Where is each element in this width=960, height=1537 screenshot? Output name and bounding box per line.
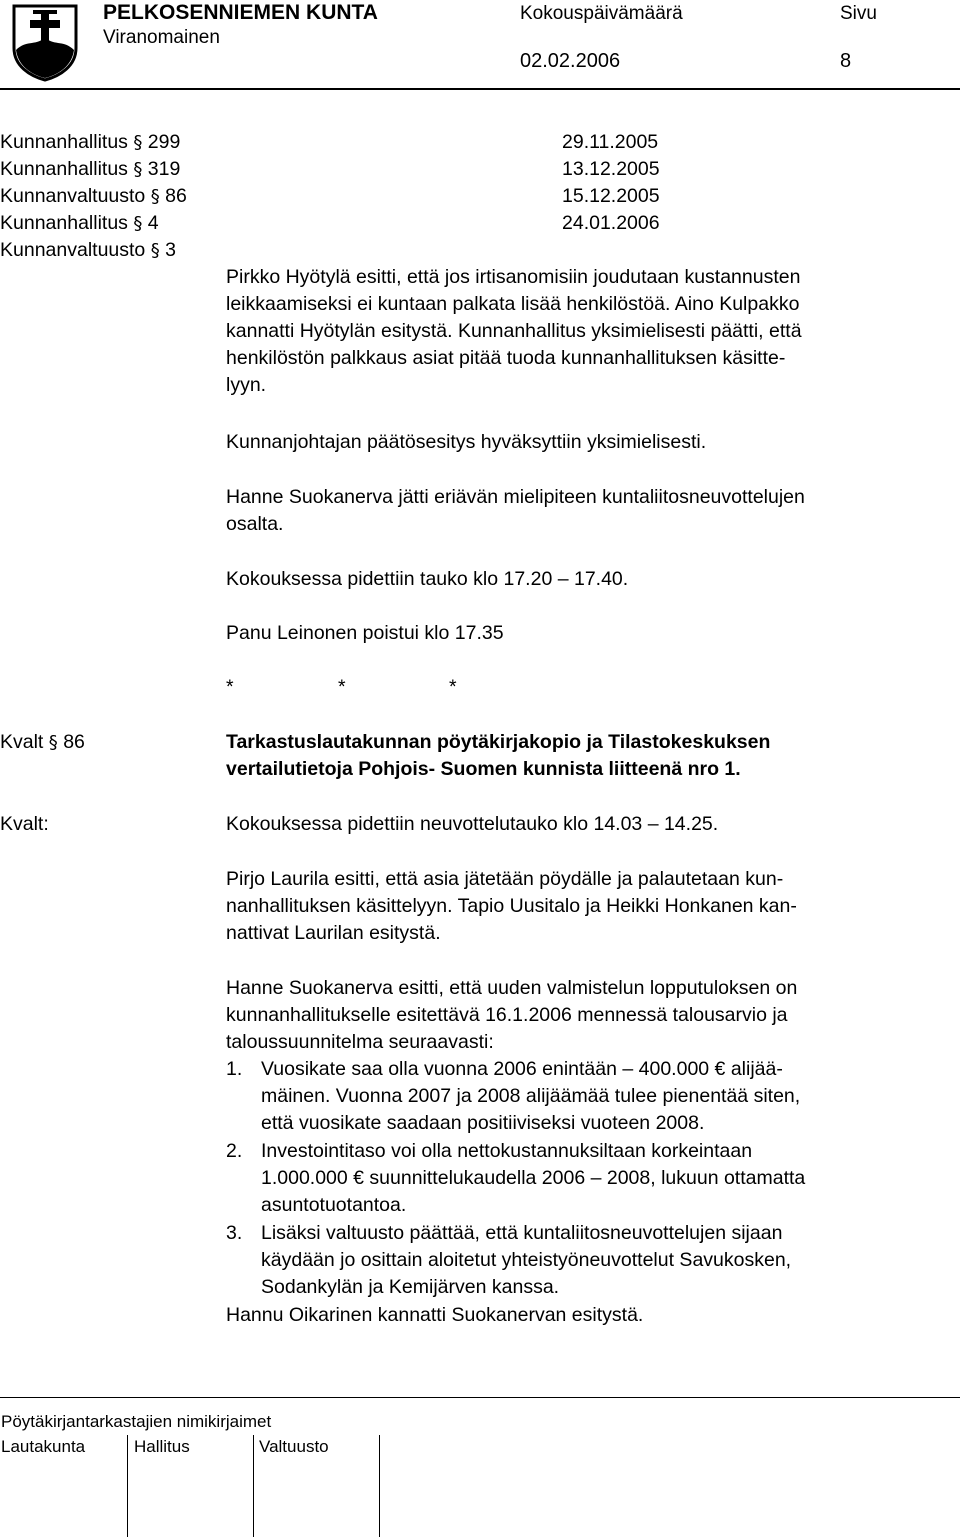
section-sign: § [150,186,160,207]
item-ref-number: 86 [63,731,85,753]
negotiation-break-paragraph [226,811,936,838]
text-line: Investointitaso voi olla nettokustannuksiltaan korkeintaan [261,1140,753,1162]
text-line: Hanne Suokanerva jätti eriävän mielipiteen kuntaliitosneuvottelujen [226,486,805,508]
section-sign: § [133,159,143,180]
text-line: käydään jo osittain aloitetut yhteistyöneuvottelut Savukosken, [261,1249,792,1271]
text-line: henkilöstön palkkaus asiat pitää tuoda kunnanhallituksen käsitte- [226,347,786,369]
history-number: 319 [147,158,181,180]
history-date: 13.12.2005 [562,158,660,180]
title-line: vertailutietoja Pohjois- Suomen kunnista liitteenä nro 1. [226,758,741,780]
history-number: 3 [165,239,176,261]
text-line: Vuosikate saa olla vuonna 2006 enintään – 400.000 € alijää- [261,1058,783,1080]
text-line: kannatti Hyötylän esitystä. Kunnanhallitus yksimielisesti päätti, että [226,320,802,342]
page-label: Sivu [840,3,877,24]
text-line: Kunnanjohtajan päätösesitys hyväksyttiin yksimielisesti. [226,431,707,453]
text-line: mäinen. Vuonna 2007 ja 2008 alijäämää tulee pienentää siten, [261,1085,801,1107]
text-line: nattivat Laurilan esitystä. [226,922,441,944]
text-line: lyyn. [226,374,267,396]
decision-paragraph [226,264,936,399]
text-line: asuntotuotantoa. [261,1194,407,1216]
text-line: taloussuunnitelma seuraavasti: [226,1031,494,1053]
text-line: Kokouksessa pidettiin neuvottelutauko klo 14.03 – 14.25. [226,813,719,835]
history-number: 299 [147,131,181,153]
page-number: 8 [840,50,852,72]
organization-name: PELKOSENNIEMEN KUNTA [103,1,378,24]
history-row [0,210,159,237]
text-line: nanhallituksen käsittelyyn. Tapio Uusitalo ja Heikki Honkanen kan- [226,895,797,917]
history-body: Kunnanvaltuusto [0,185,146,207]
list-number: 2. [226,1140,243,1162]
signature-cell-divider [379,1435,380,1537]
text-line: Kokouksessa pidettiin tauko klo 17.20 – 17.40. [226,568,629,590]
meeting-date-label: Kokouspäivämäärä [520,3,683,24]
item-reference [0,729,85,756]
list-item [261,1138,805,1219]
authority-name: Viranomainen [103,27,220,48]
history-number: 86 [165,185,187,207]
history-number: 4 [147,212,159,234]
text-line: 1.000.000 € suunnittelukaudella 2006 – 2008, lukuun ottamatta [261,1167,806,1189]
history-body: Kunnanvaltuusto [0,239,146,261]
history-row [0,183,187,210]
signature-cell-board: Lautakunta [1,1437,86,1456]
history-date: 29.11.2005 [562,131,659,153]
text-line: Pirjo Laurila esitti, että asia jätetään pöydälle ja palautetaan kun- [226,868,784,890]
separator-star: * [338,676,346,698]
text-line: Panu Leinonen poistui klo 17.35 [226,622,504,644]
text-line: osalta. [226,513,284,535]
history-date: 15.12.2005 [562,185,660,207]
signature-cell-divider [127,1435,128,1537]
text-line: Lisäksi valtuusto päättää, että kuntaliitosneuvottelujen sijaan [261,1222,783,1244]
break-paragraph [226,566,936,593]
list-item [261,1056,800,1137]
history-row [0,156,180,183]
signature-box-title: Pöytäkirjantarkastajien nimikirjaimet [1,1412,272,1431]
approval-paragraph [226,429,936,456]
history-body: Kunnanhallitus [0,212,128,234]
text-line: Hannu Oikarinen kannatti Suokanervan esitystä. [226,1304,644,1326]
laurila-proposal-paragraph [226,866,936,947]
separator-star: * [226,676,234,698]
text-line: Hanne Suokanerva esitti, että uuden valmistelun lopputuloksen on [226,977,798,999]
text-line: Pirkko Hyötylä esitti, että jos irtisanomisiin joudutaan kustannusten [226,266,801,288]
list-item [261,1220,791,1301]
list-number: 3. [226,1222,243,1244]
history-body: Kunnanhallitus [0,131,128,153]
decision-label: Kvalt: [0,813,49,835]
history-row [0,237,176,264]
municipal-coat-of-arms-logo [10,2,80,82]
item-ref-body: Kvalt [0,731,44,753]
history-date: 24.01.2006 [562,212,660,234]
title-line: Tarkastuslautakunnan pöytäkirjakopio ja Tilastokeskuksen [226,731,771,753]
closing-paragraph [226,1302,936,1329]
text-line: kunnanhallitukselle esitettävä 16.1.2006 mennessä talousarvio ja [226,1004,788,1026]
signature-cell-government: Hallitus [134,1437,190,1456]
item-title [226,729,936,783]
separator-star: * [449,676,457,698]
departure-paragraph [226,620,936,647]
history-row [0,129,180,156]
history-body: Kunnanhallitus [0,158,128,180]
header-divider [0,88,960,90]
meeting-date-value: 02.02.2006 [520,50,621,72]
suokanerva-proposal-paragraph [226,975,936,1056]
dissent-paragraph [226,484,936,538]
section-sign: § [48,732,58,753]
section-sign: § [150,240,160,261]
text-line: leikkaamiseksi ei kuntaan palkata lisää henkilöstöä. Aino Kulpakko [226,293,800,315]
signature-cell-council: Valtuusto [259,1437,329,1456]
footer-divider [0,1397,960,1398]
section-sign: § [133,213,143,234]
signature-cell-divider [253,1435,254,1537]
text-line: että vuosikate saadaan positiiviseksi vuoteen 2008. [261,1112,705,1134]
section-sign: § [133,132,143,153]
text-line: Sodankylän ja Kemijärven kanssa. [261,1276,560,1298]
list-number: 1. [226,1058,243,1080]
